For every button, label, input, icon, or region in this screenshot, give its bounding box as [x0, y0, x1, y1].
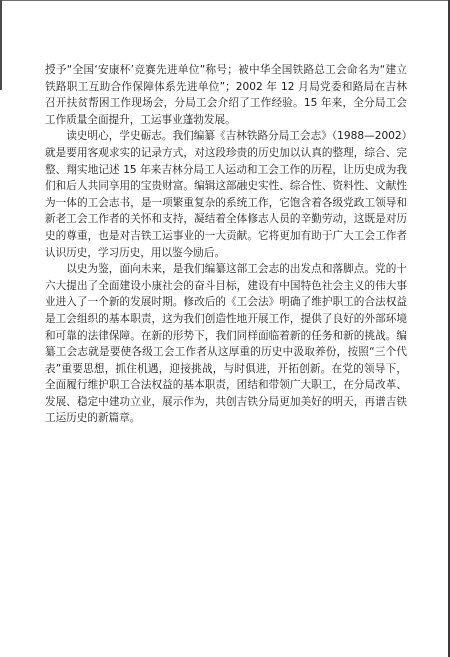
paragraph-3: 以史为鉴，面向未来，是我们编纂这部工会志的出发点和落脚点。党的十六大提出了全面建设小康社会的奋斗目标，建设有中国特色社会主义的伟大事业进入了一个新的发展时期。修改后的《工会法》明确了维护职工的合法权益是工会组织的基本职责，这为我们创造性地开展工作，提供了良好的外部环境和可靠的法律保障。在新的形势下，我们同样面临着新的任务和新的挑战。编纂工会志就是要使各级工会工作者从这厚重的历史中汲取养份，按照“三个代表”重要思想，抓住机遇，迎接挑战，与时俱进，开拓创新。在党的领导下，全面履行维护职工合法权益的基本职责，团结和带领广大职工，在分局改革、发展、稳定中建功立业，展示作为，共创吉铁分局更加美好的明天，再谱吉铁工运历史的新篇章。: [45, 263, 407, 425]
scan-edge-left: [0, 0, 2, 90]
body-text: [45, 62, 407, 427]
scan-edge-top: [0, 0, 450, 1]
paragraph-2: 读史明心，学史砺志。我们编纂《吉林铁路分局工会志》（1988—2002）就是要用客观求实的记录方式，对这段珍贵的历史加以认真的整理，综合、完整、翔实地记述 15 年来吉林分局工人运动和工会工作的历程，让历史成为我们和后人共同享用的宝贵财富。编辑这部融史实性、综合性、资料性、文献性为一体的工会志书，是一项繁重复杂的系统工作，它饱含着各级党政工领导和新老工会工作者的关怀和支持，凝结着全体修志人员的辛勤劳动，这既是对历史的尊重，也是对吉铁工运事业的一大贡献。它将更加有助于广大工会工作者认识历史，学习历史，用以鉴今励后。: [45, 130, 407, 259]
paragraph-1: 授予“全国‘安康杯’竞赛先进单位”称号；被中华全国铁路总工会命名为“建立铁路职工互助合作保障体系先进单位”；2002 年 12 月局党委和路局在吉林召开扶贫帮困工作现场会，分局工会介绍了工作经验。15 年来，全分局工会工作质量全面提升，工运事业蓬勃发展。: [45, 64, 407, 126]
